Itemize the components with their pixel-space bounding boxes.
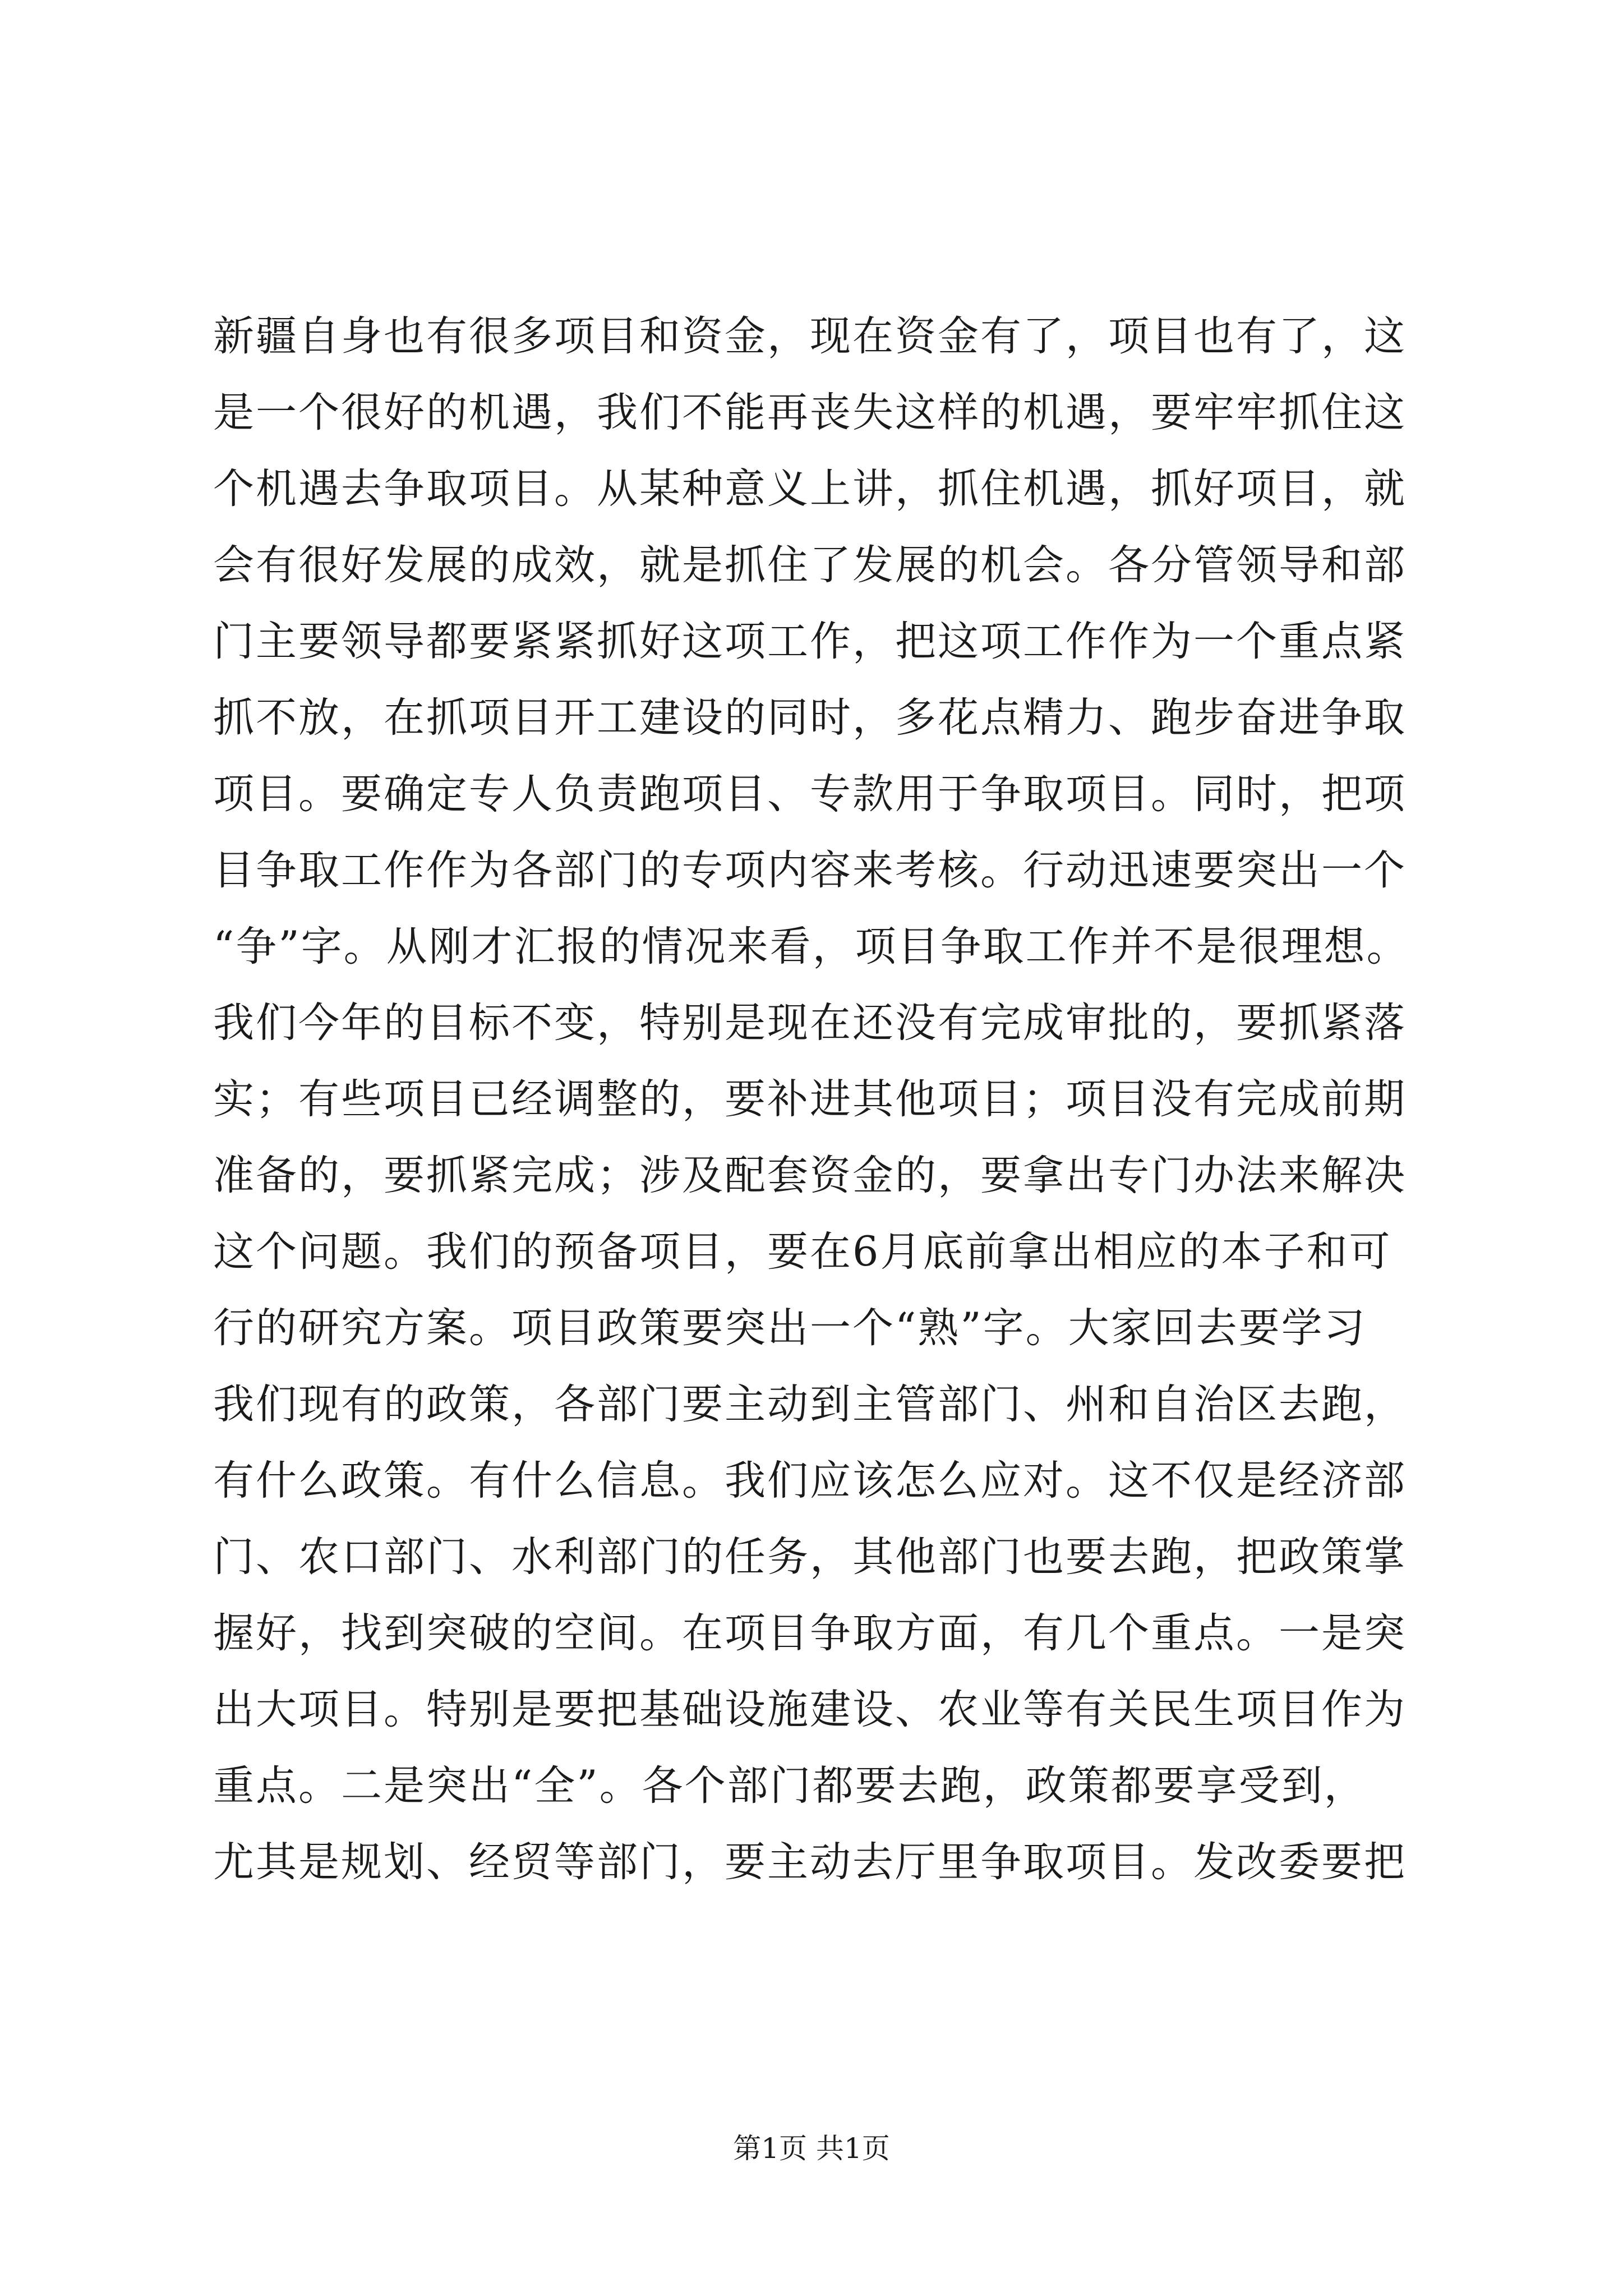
text-line: 个机遇去争取项目。从某种意义上讲，抓住机遇，抓好项目，就	[213, 465, 1407, 513]
text-line: 项目。要确定专人负责跑项目、专款用于争取项目。同时，把项	[213, 770, 1407, 818]
text-line: 这个问题。我们的预备项目，要在6月底前拿出相应的本子和可	[213, 1228, 1392, 1276]
text-line: 目争取工作作为各部门的专项内容来考核。行动迅速要突出一个	[213, 846, 1407, 894]
text-line: 门主要领导都要紧紧抓好这项工作，把这项工作作为一个重点紧	[213, 618, 1407, 665]
text-line: 尤其是规划、经贸等部门，要主动去厅里争取项目。发改委要把	[213, 1838, 1407, 1886]
text-line: 会有很好发展的成效，就是抓住了发展的机会。各分管领导和部	[213, 541, 1407, 589]
text-line: 是一个很好的机遇，我们不能再丧失这样的机遇，要牢牢抓住这	[213, 389, 1407, 436]
text-line: “争”字。从刚才汇报的情况来看，项目争取工作并不是很理想。	[213, 923, 1409, 970]
page-footer: 第1页 共1页	[733, 2132, 890, 2165]
text-line: 重点。二是突出“全”。各个部门都要去跑，政策都要享受到，	[213, 1762, 1367, 1810]
text-line: 实；有些项目已经调整的，要补进其他项目；项目没有完成前期	[213, 1075, 1407, 1123]
text-line: 有什么政策。有什么信息。我们应该怎么应对。这不仅是经济部	[213, 1457, 1407, 1504]
text-line: 准备的，要抓紧完成；涉及配套资金的，要拿出专门办法来解决	[213, 1152, 1407, 1199]
text-line: 我们今年的目标不变，特别是现在还没有完成审批的，要抓紧落	[213, 999, 1407, 1047]
text-line: 行的研究方案。项目政策要突出一个“熟”字。大家回去要学习	[213, 1304, 1367, 1352]
text-line: 门、农口部门、水利部门的任务，其他部门也要去跑，把政策掌	[213, 1533, 1407, 1581]
text-line: 我们现有的政策，各部门要主动到主管部门、州和自治区去跑，	[213, 1381, 1407, 1428]
body-text	[213, 298, 1447, 1901]
text-line: 握好，找到突破的空间。在项目争取方面，有几个重点。一是突	[213, 1609, 1407, 1657]
text-line: 新疆自身也有很多项目和资金，现在资金有了，项目也有了，这	[213, 312, 1407, 360]
text-line: 出大项目。特别是要把基础设施建设、农业等有关民生项目作为	[213, 1686, 1407, 1733]
text-line: 抓不放，在抓项目开工建设的同时，多花点精力、跑步奋进争取	[213, 694, 1407, 742]
